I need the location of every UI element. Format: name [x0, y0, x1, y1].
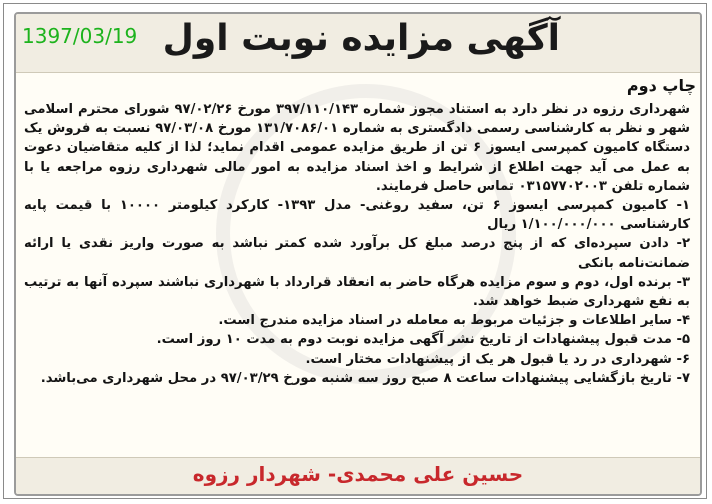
ad-header: [16, 14, 700, 73]
ad-body: [24, 100, 690, 388]
list-item: ۲- دادن سپرده‌ای که از پنج درصد مبلغ کل برآورد شده کمتر نباشد به صورت واریز نقدی یا ارائه ضمانت‌نامه بانکی: [24, 236, 690, 271]
list-item: ۵- مدت قبول پیشنهادات از تاریخ نشر آگهی مزایده نوبت دوم به مدت ۱۰ روز است.: [156, 332, 690, 348]
ad-frame: [3, 3, 707, 499]
date-stamp: 1397/03/19: [22, 24, 138, 48]
list-item: ۳- برنده اول، دوم و سوم مزایده هرگاه حاضر به انعقاد قرارداد با شهرداری نباشند سپرده آنها به ترتیب به نفع شهرداری ضبط خواهد شد.: [24, 274, 690, 310]
intro-paragraph: شهرداری رزوه در نظر دارد به استناد مجوز شماره ۳۹۷/۱۱۰/۱۴۳ مورخ ۹۷/۰۲/۲۶ شورای محترم اسلامی شهر و نظر به کارشناسی رسمی دادگستری به شماره ۱۳۱/۷۰۸۶/۰۱ مورخ ۹۷/۰۳/۰۸ نسبت به فروش یک دستگاه کامیون کمپرسی ایسوز ۶ تن از طریق مزایده عمومی اقدام نماید؛ لذا از کلیه متقاضیان دعوت به عمل می آید جهت اطلاع از شرایط و اخذ اسناد مزایده به امور مالی شهرداری رزوه مراجعه یا با شماره تلفن ۰۳۱۵۷۷۰۲۰۰۳ تماس حاصل فرمایند.: [24, 102, 691, 194]
ad-footer: [16, 457, 700, 494]
list-item: ۷- تاریخ بازگشایی پیشنهادات ساعت ۸ صبح روز سه شنبه مورخ ۹۷/۰۳/۲۹ در محل شهرداری می‌باشد.: [40, 370, 690, 386]
list-item: ۴- سایر اطلاعات و جزئیات مربوط به معامله در اسناد مزایده مندرج است.: [218, 313, 690, 329]
list-item: ۶- شهرداری در رد یا قبول هر یک از پیشنهادات مختار است.: [305, 351, 690, 367]
ad-panel: [14, 12, 702, 496]
list-item: ۱- کامیون کمپرسی ایسوز ۶ تن، سفید روغنی- مدل ۱۳۹۳- کارکرد کیلومتر ۱۰۰۰۰ با قیمت پایه کارشناسی ۱/۱۰۰/۰۰۰/۰۰۰ ریال: [24, 198, 690, 233]
print-tag: چاپ دوم: [626, 76, 696, 95]
ad-title: آگهی مزایده نوبت اول: [162, 18, 560, 59]
signature-line: حسین علی محمدی- شهردار رزوه: [192, 462, 524, 486]
